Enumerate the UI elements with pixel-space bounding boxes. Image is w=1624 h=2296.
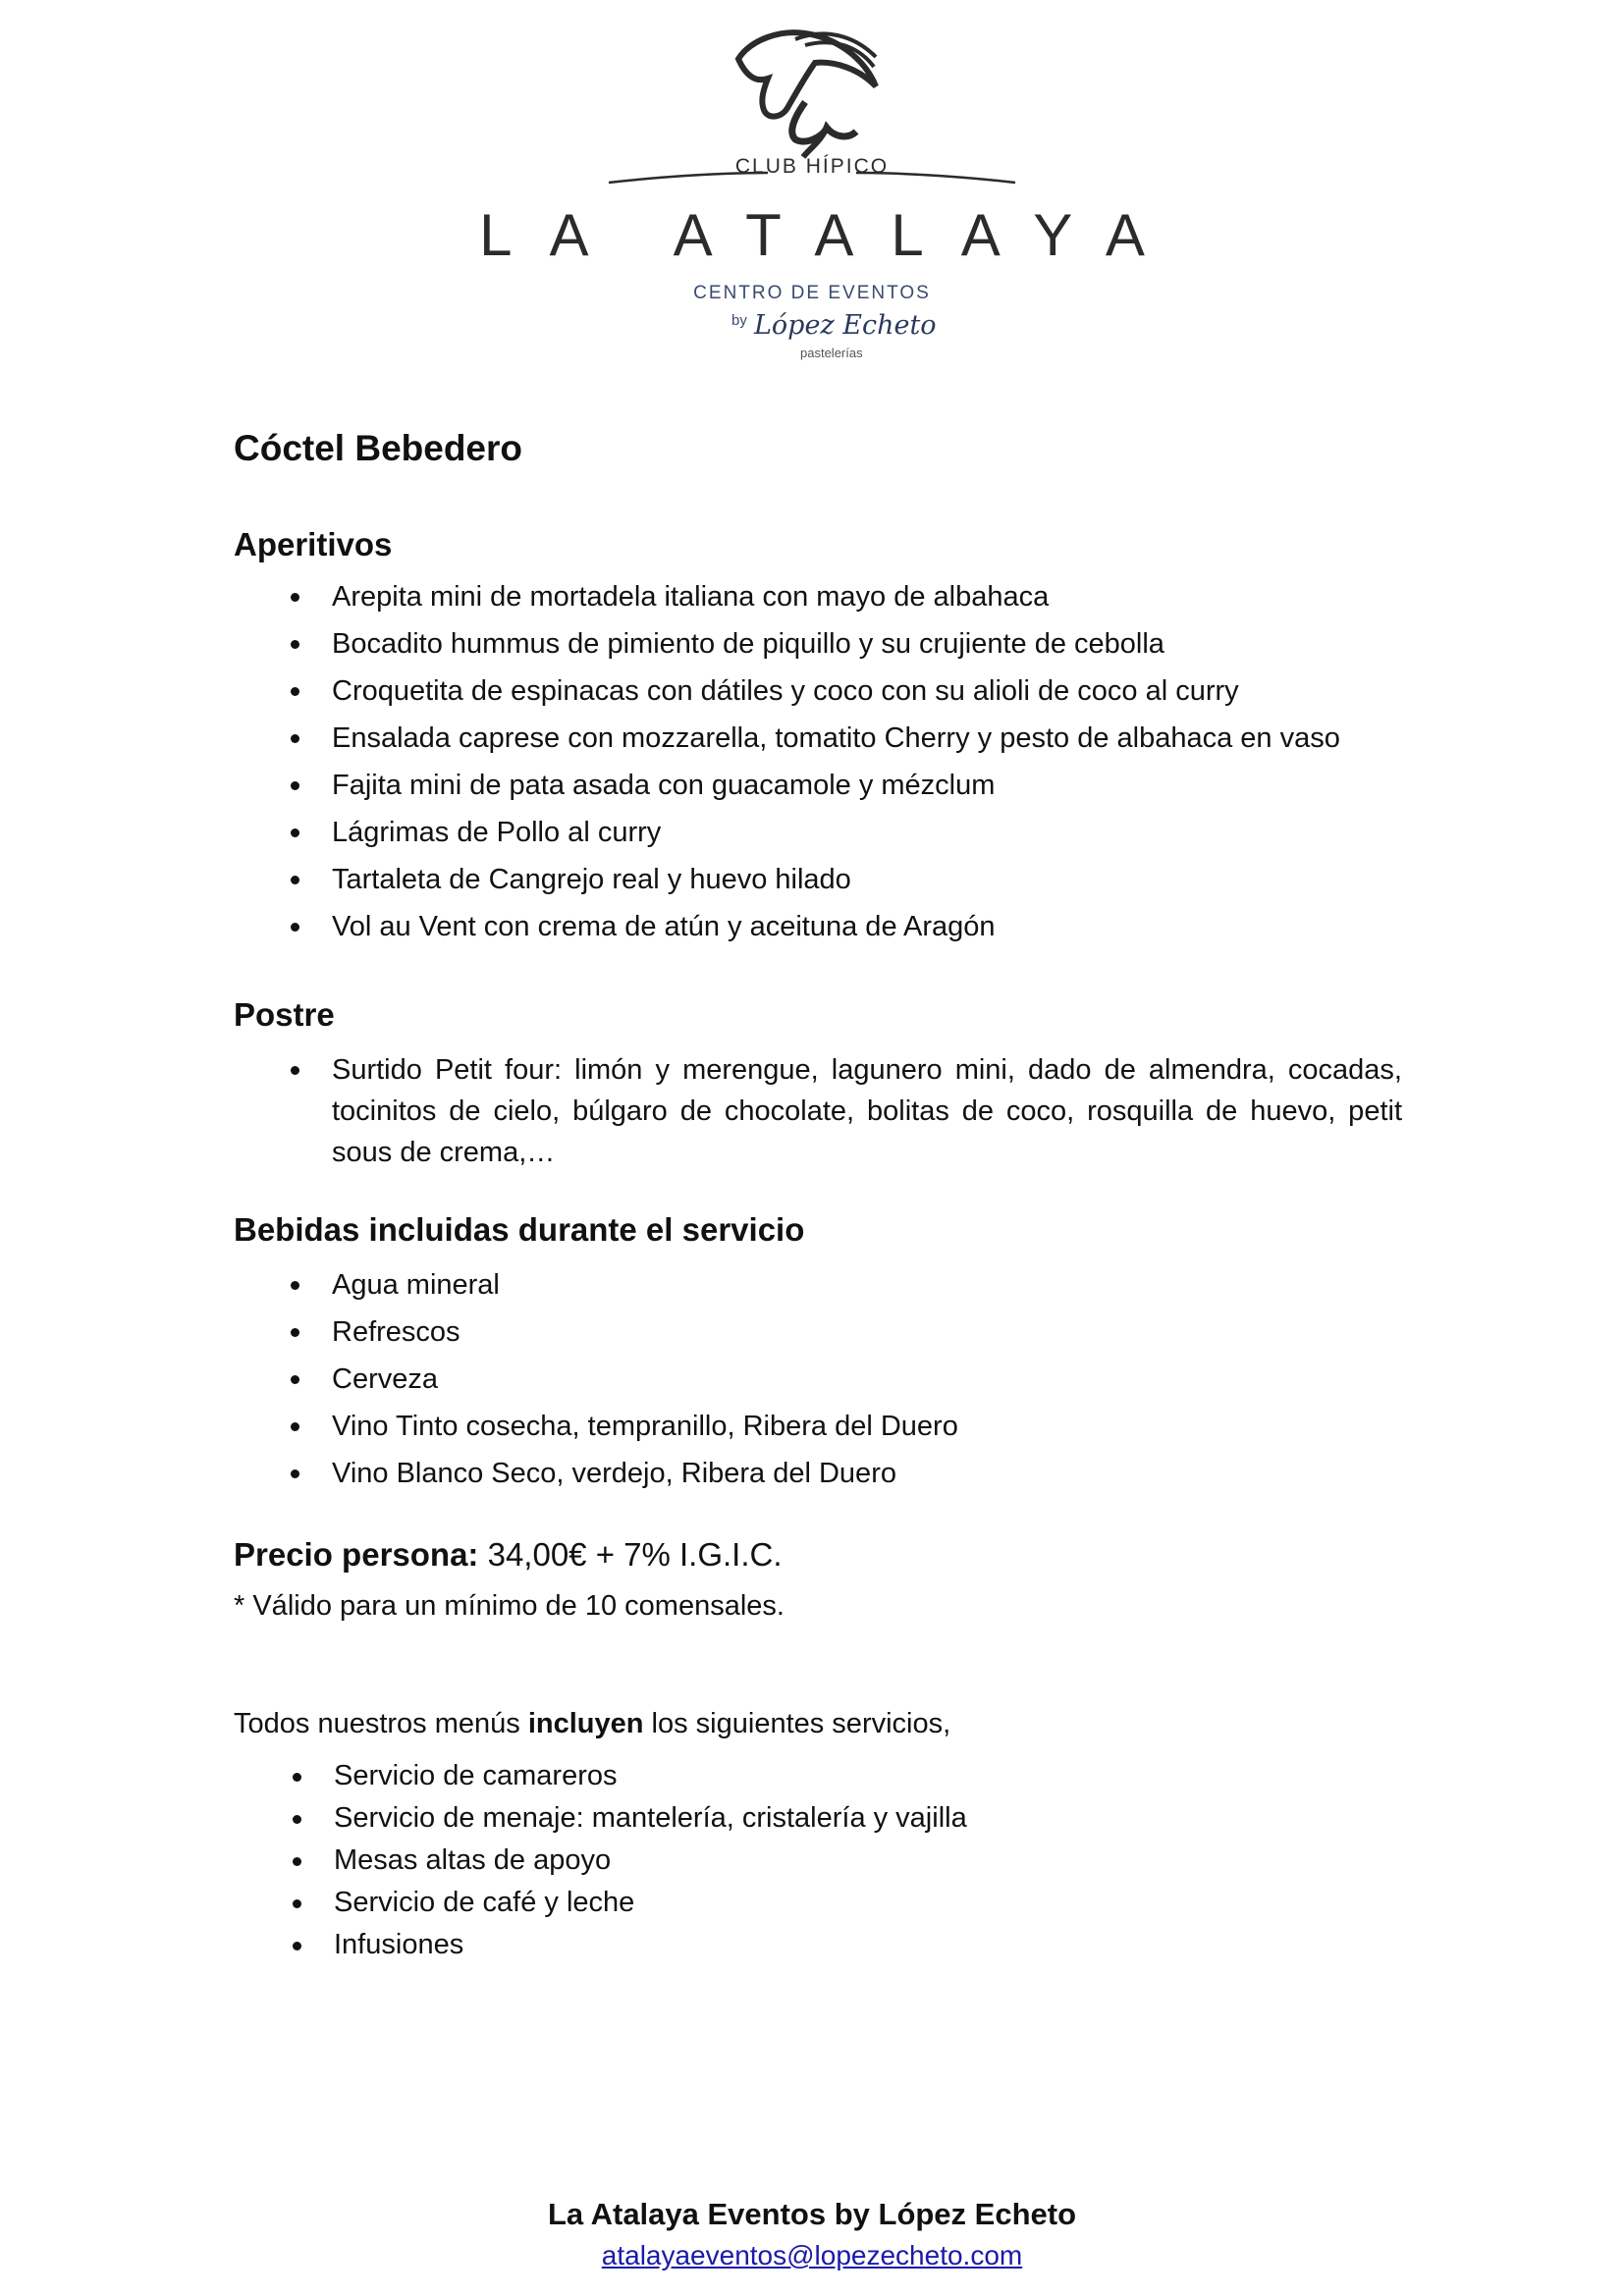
- list-item: Vino Tinto cosecha, tempranillo, Ribera del Duero: [234, 1403, 1402, 1450]
- bebidas-list: [234, 1261, 1402, 1497]
- list-item: Servicio de camareros: [234, 1755, 1402, 1797]
- services-list: [234, 1755, 1402, 1966]
- list-item: Cerveza: [234, 1356, 1402, 1403]
- footer-email-link[interactable]: atalayaeventos@lopezecheto.com: [601, 2240, 1023, 2270]
- logo-brand-text: López Echeto: [754, 310, 937, 341]
- section-heading-aperitivos: Aperitivos: [234, 526, 393, 562]
- list-item: Mesas altas de apoyo: [234, 1840, 1402, 1882]
- logo-subtitle-text: CENTRO DE EVENTOS: [693, 283, 931, 303]
- price-line: [234, 1536, 783, 1574]
- minimum-note: * Válido para un mínimo de 10 comensales.: [234, 1590, 785, 1622]
- services-intro-after: los siguientes servicios,: [643, 1708, 951, 1739]
- list-item: Vol au Vent con crema de atún y aceituna de Aragón: [234, 903, 1402, 950]
- services-intro-bold: incluyen: [527, 1708, 644, 1739]
- list-item: Ensalada caprese con mozzarella, tomatito Cherry y pesto de albahaca en vaso: [234, 715, 1402, 762]
- logo-name-text: LA ATALAYA: [479, 202, 1182, 268]
- list-item: Vino Blanco Seco, verdejo, Ribera del Duero: [234, 1450, 1402, 1497]
- list-item: Croquetita de espinacas con dátiles y coco con su alioli de coco al curry: [234, 667, 1402, 715]
- footer-company-name: La Atalaya Eventos by López Echeto: [547, 2197, 1077, 2231]
- header-logo: [0, 0, 1624, 383]
- list-item: Lágrimas de Pollo al curry: [234, 809, 1402, 856]
- list-item: Refrescos: [234, 1308, 1402, 1356]
- price-label: Precio persona:: [234, 1536, 479, 1573]
- page-title: Cóctel Bebedero: [234, 428, 523, 468]
- list-item: Arepita mini de mortadela italiana con mayo de albahaca: [234, 573, 1402, 620]
- list-item: Fajita mini de pata asada con guacamole y mézclum: [234, 762, 1402, 809]
- logo-by-text: by: [731, 312, 747, 329]
- list-item: Infusiones: [234, 1924, 1402, 1966]
- services-intro-before: Todos nuestros menús: [234, 1708, 528, 1739]
- list-item: Surtido Petit four: limón y merengue, lagunero mini, dado de almendra, cocadas, tocinitos de cielo, búlgaro de chocolate, bolitas de coco, rosquilla de huevo, petit sous de crema,…: [234, 1049, 1402, 1173]
- section-heading-postre: Postre: [234, 996, 335, 1033]
- list-item: Servicio de menaje: mantelería, cristalería y vajilla: [234, 1797, 1402, 1840]
- list-item: Agua mineral: [234, 1261, 1402, 1308]
- services-intro: [234, 1708, 950, 1740]
- logo-brand-sub-text: pastelerías: [800, 346, 863, 360]
- list-item: Servicio de café y leche: [234, 1882, 1402, 1924]
- section-heading-bebidas: Bebidas incluidas durante el servicio: [234, 1211, 805, 1248]
- postre-list: [234, 1049, 1402, 1173]
- price-value: 34,00€ + 7% I.G.I.C.: [478, 1536, 783, 1573]
- aperitivos-list: [234, 573, 1402, 950]
- logo-club-text: CLUB HÍPICO: [734, 155, 890, 178]
- list-item: Tartaleta de Cangrejo real y huevo hilado: [234, 856, 1402, 903]
- list-item: Bocadito hummus de pimiento de piquillo y su crujiente de cebolla: [234, 620, 1402, 667]
